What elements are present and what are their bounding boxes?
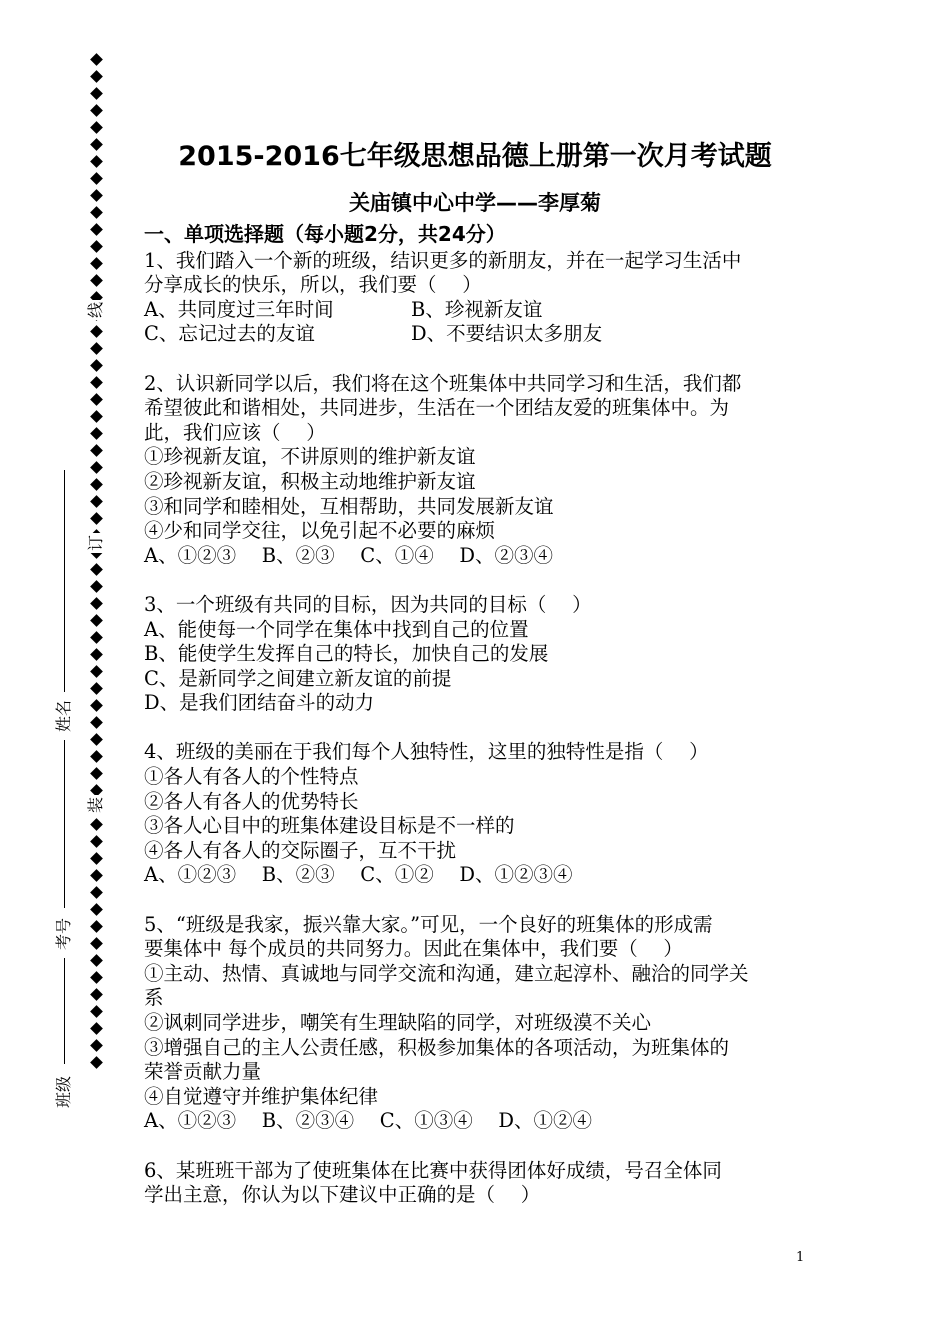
class-field-line[interactable]	[64, 958, 65, 1064]
statement-item: 荣誉贡献力量	[144, 1060, 262, 1084]
diamond-icon	[90, 1039, 103, 1052]
diamond-icon	[90, 512, 103, 525]
statement-item: ③增强自己的主人公责任感，积极参加集体的各项活动，为班集体的	[144, 1035, 730, 1059]
binding-word-staple: 装	[86, 797, 105, 814]
option-row	[144, 322, 814, 347]
option-b: B、能使学生发挥自己的特长，加快自己的发展	[144, 642, 549, 666]
diamond-icon	[90, 682, 103, 695]
diamond-icon	[90, 461, 103, 474]
diamond-icon	[90, 240, 103, 253]
diamond-icon	[90, 274, 103, 287]
diamond-icon	[90, 427, 103, 440]
question-5	[144, 913, 814, 1134]
diamond-icon	[90, 257, 103, 270]
diamond-icon	[90, 971, 103, 984]
question-6	[144, 1159, 814, 1208]
question-text-line: 希望彼此和谐相处，共同进步，生活在一个团结友爱的班集体中。为	[144, 396, 730, 420]
question-2	[144, 372, 814, 569]
answer-choices: A、①②③ B、②③ C、①② D、①②③④	[144, 863, 573, 887]
diamond-icon	[90, 852, 103, 865]
statement-item: ②讽刺同学进步，嘲笑有生理缺陷的同学，对班级漠不关心	[144, 1011, 652, 1034]
question-1	[144, 249, 814, 347]
exam-number-field-line[interactable]	[64, 740, 65, 908]
exam-content	[144, 222, 814, 1232]
diamond-icon	[90, 631, 103, 644]
diamond-icon	[90, 988, 103, 1001]
diamond-icon	[90, 648, 103, 661]
diamond-icon	[90, 733, 103, 746]
diamond-icon	[90, 121, 103, 134]
diamond-icon	[90, 325, 103, 338]
diamond-icon	[90, 699, 103, 712]
statement-item: ②各人有各人的优势特长	[144, 789, 359, 813]
diamond-icon	[90, 87, 103, 100]
statement-item: ③各人心目中的班集体建设目标是不一样的	[144, 814, 515, 838]
question-text-line: 4、班级的美丽在于我们每个人独特性，这里的独特性是指（ ）	[144, 740, 709, 764]
name-field-line[interactable]	[64, 470, 65, 692]
diamond-icon	[90, 359, 103, 372]
question-text-line: 3、一个班级有共同的目标，因为共同的目标（ ）	[144, 592, 592, 616]
question-3	[144, 593, 814, 716]
option-b: B、珍视新友谊	[411, 297, 543, 321]
diamond-icon	[90, 580, 103, 593]
diamond-icon	[90, 1056, 103, 1069]
question-text-line: 学出主意，你认为以下建议中正确的是（ ）	[144, 1183, 541, 1207]
diamond-icon	[90, 495, 103, 508]
page-title: 2015-2016七年级思想品德上册第一次月考试题	[178, 141, 772, 172]
diamond-icon	[90, 342, 103, 355]
statement-item: ②珍视新友谊，积极主动地维护新友谊	[144, 469, 476, 493]
diamond-icon	[90, 410, 103, 423]
diamond-icon	[90, 563, 103, 576]
diamond-icon	[90, 223, 103, 236]
page-subtitle: 关庙镇中心中学——李厚菊	[349, 191, 601, 215]
diamond-icon	[90, 478, 103, 491]
question-text-line: 2、认识新同学以后，我们将在这个班集体中共同学习和生活，我们都	[144, 371, 742, 395]
diamond-icon	[90, 1022, 103, 1035]
diamond-icon	[90, 53, 103, 66]
diamond-icon	[90, 869, 103, 882]
statement-item: ①主动、热情、真诚地与同学交流和沟通，建立起淳朴、融洽的同学关	[144, 961, 749, 985]
question-text-line: 6、某班班干部为了使班集体在比赛中获得团体好成绩，号召全体同	[144, 1158, 722, 1182]
question-text-line: 分享成长的快乐，所以，我们要（ ）	[144, 273, 482, 297]
diamond-icon	[90, 104, 103, 117]
name-field-label: 姓名	[54, 700, 73, 733]
question-text-line: 1、我们踏入一个新的班级，结识更多的新朋友，并在一起学习生活中	[144, 248, 742, 272]
option-d: D、不要结识太多朋友	[411, 322, 603, 346]
option-d: D、是我们团结奋斗的动力	[144, 691, 375, 715]
statement-item: ③和同学和睦相处，互相帮助，共同发展新友谊	[144, 494, 554, 518]
binding-word-bind: 订	[86, 535, 105, 552]
diamond-icon	[90, 614, 103, 627]
answer-choices: A、①②③ B、②③④ C、①③④ D、①②④	[144, 1109, 593, 1133]
diamond-icon	[90, 172, 103, 185]
diamond-icon	[90, 716, 103, 729]
section-heading: 一、单项选择题（每小题2分，共24分）	[144, 222, 506, 246]
diamond-icon	[90, 954, 103, 967]
diamond-icon	[90, 886, 103, 899]
diamond-icon	[90, 903, 103, 916]
diamond-icon	[90, 70, 103, 83]
option-c: C、是新同学之间建立新友谊的前提	[144, 666, 452, 690]
question-4	[144, 740, 814, 888]
diamond-icon	[90, 1005, 103, 1018]
diamond-icon	[90, 937, 103, 950]
diamond-icon	[90, 835, 103, 848]
binding-word-line: 线	[86, 302, 105, 319]
option-a: A、能使每一个同学在集体中找到自己的位置	[144, 617, 529, 641]
statement-item: ④自觉遵守并维护集体纪律	[144, 1084, 379, 1108]
question-text-line: 要集体中 每个成员的共同努力。因此在集体中，我们要（ ）	[144, 937, 683, 961]
diamond-icon	[90, 920, 103, 933]
diamond-icon	[90, 818, 103, 831]
question-text-line: 5、“班级是我家，振兴靠大家。”可见，一个良好的班集体的形成需	[144, 912, 713, 936]
diamond-icon	[90, 597, 103, 610]
diamond-icon	[90, 444, 103, 457]
statement-item: ①珍视新友谊，不讲原则的维护新友谊	[144, 445, 476, 469]
option-c: C、忘记过去的友谊	[144, 322, 315, 346]
statement-item: ④少和同学交往，以免引起不必要的麻烦	[144, 519, 496, 543]
diamond-icon	[90, 750, 103, 763]
diamond-icon	[90, 376, 103, 389]
statement-item: 系	[144, 986, 164, 1010]
option-row	[144, 298, 814, 323]
statement-item: ①各人有各人的个性特点	[144, 765, 359, 789]
question-text-line: 此，我们应该（ ）	[144, 420, 326, 444]
diamond-icon	[90, 393, 103, 406]
diamond-icon	[90, 665, 103, 678]
diamond-icon	[90, 767, 103, 780]
answer-choices: A、①②③ B、②③ C、①④ D、②③④	[144, 543, 554, 567]
class-field-label: 班级	[54, 1076, 73, 1109]
exam-number-field-label: 考号	[54, 918, 73, 951]
statement-item: ④各人有各人的交际圈子，互不干扰	[144, 838, 457, 862]
option-a: A、共同度过三年时间	[144, 297, 334, 321]
page-number: 1	[796, 1250, 805, 1265]
